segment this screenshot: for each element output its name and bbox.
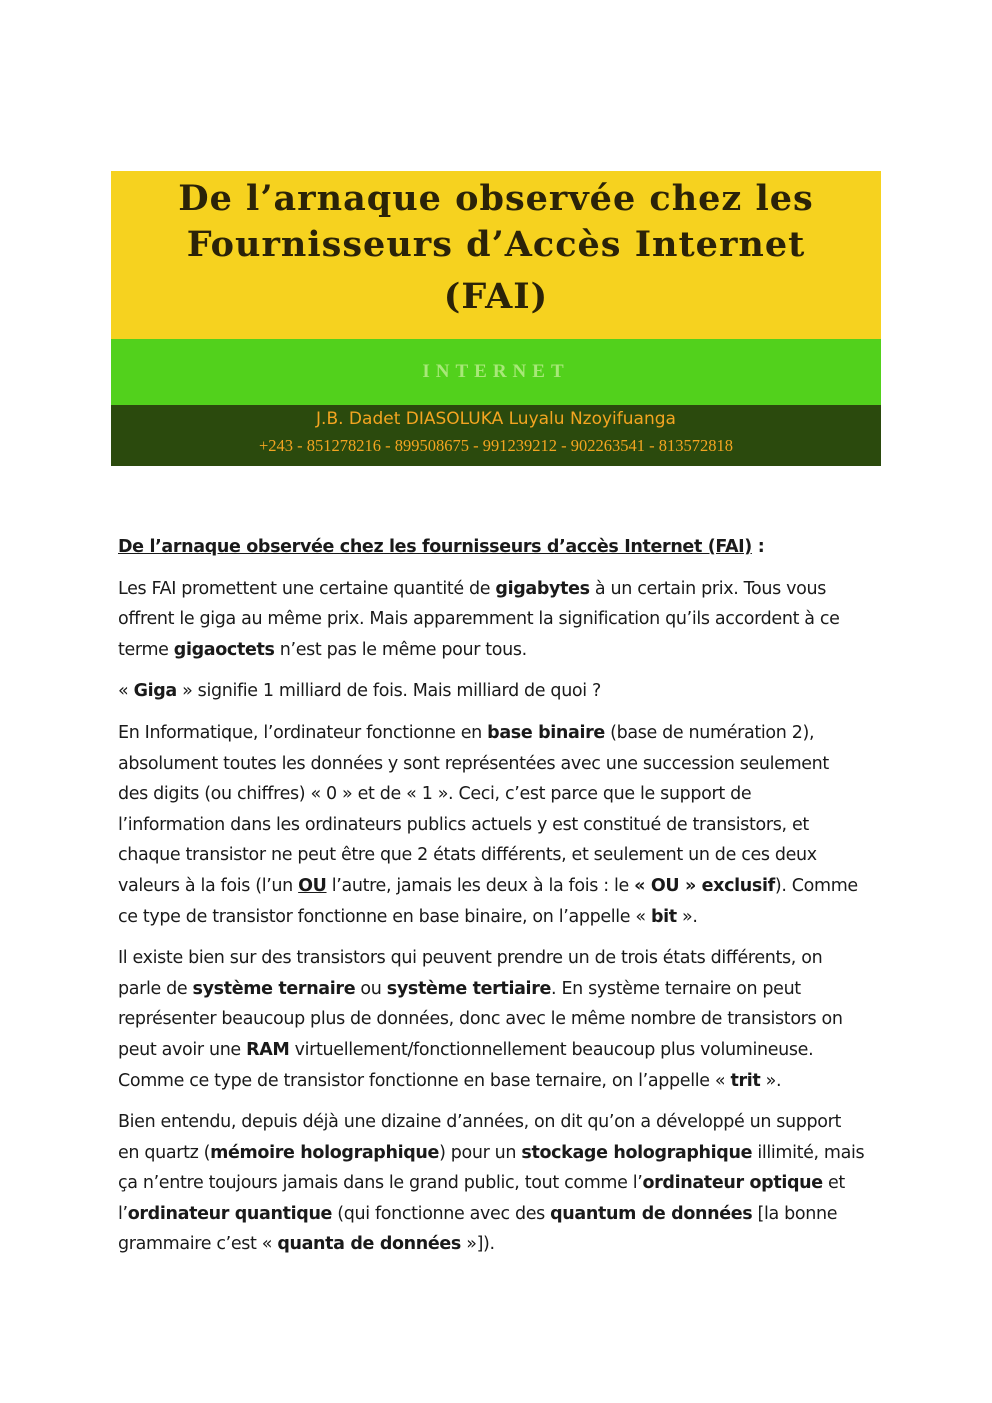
bold-term: quanta de données (277, 1234, 461, 1255)
banner-tag: INTERNET (422, 361, 570, 382)
paragraph-1 (118, 574, 878, 666)
paragraph-4-line-3: représenter beaucoup plus de données, donc avec le même nombre de transistors on (118, 1009, 843, 1030)
bold-term: quantum de données (550, 1203, 753, 1224)
text-run: valeurs à la fois (l’un (118, 875, 299, 896)
paragraph-4-line-2 (118, 974, 878, 1005)
text-run: ) pour un (439, 1142, 522, 1163)
banner-tag-strip (111, 339, 881, 405)
bold-term: RAM (246, 1039, 290, 1060)
text-run: ». (760, 1070, 782, 1091)
text-run: terme (118, 639, 174, 660)
paragraph-1-line-1 (118, 574, 878, 605)
text-run: parle de (118, 978, 193, 999)
text-run: « (118, 681, 134, 702)
paragraph-1-line-2: offrent le giga au même prix. Mais apparemment la signification qu’ils accordent à ce (118, 609, 840, 630)
text-run: ». (676, 906, 698, 927)
text-run: ce type de transistor fonctionne en base binaire, on l’appelle « (118, 906, 651, 927)
section-heading (118, 532, 878, 563)
bold-term: base binaire (487, 722, 605, 743)
paragraph-2 (118, 676, 878, 707)
text-run: . En système ternaire on peut (551, 978, 801, 999)
bold-term: bit (650, 906, 677, 927)
bold-term: Giga (133, 681, 177, 702)
text-run: Les FAI promettent une certaine quantité de (118, 578, 496, 599)
text-run: » signifie 1 milliard de fois. Mais milliard de quoi ? (176, 681, 601, 702)
bold-underlined-term: OU (298, 875, 327, 896)
text-run: Comme ce type de transistor fonctionne en base ternaire, on l’appelle « (118, 1070, 731, 1091)
paragraph-5-line-4 (118, 1199, 878, 1230)
text-run: grammaire c’est « (118, 1234, 278, 1255)
bold-term: mémoire holographique (210, 1142, 440, 1163)
banner-title-line-1: De l’arnaque observée chez les (178, 178, 814, 219)
banner-title-line-3: (FAI) (443, 276, 549, 317)
paragraph-5-line-2 (118, 1138, 878, 1169)
paragraph-3 (118, 718, 878, 932)
document-body (118, 532, 878, 1271)
text-run: ). Comme (774, 875, 858, 896)
author-phone-numbers: +243 - 851278216 - 899508675 - 991239212 - 902263541 - 813572818 (258, 436, 734, 455)
text-run: virtuellement/fonctionnellement beaucoup plus volumineuse. (289, 1039, 814, 1060)
text-run: peut avoir une (118, 1039, 247, 1060)
paragraph-2-line-1 (118, 676, 878, 707)
section-heading-text: De l’arnaque observée chez les fournisseurs d’accès Internet (FAI) (118, 537, 752, 557)
text-run: n’est pas le même pour tous. (274, 639, 527, 660)
text-run: En Informatique, l’ordinateur fonctionne en (118, 722, 488, 743)
paragraph-5-line-5 (118, 1229, 878, 1260)
paragraph-5-line-1: Bien entendu, depuis déjà une dizaine d’années, on dit qu’on a développé un support (118, 1112, 842, 1133)
text-run: l’autre, jamais les deux à la fois : le (326, 875, 635, 896)
text-run: [la bonne (752, 1203, 838, 1224)
bold-term: système ternaire (192, 978, 356, 999)
bold-term: ordinateur optique (642, 1173, 823, 1194)
text-run: (qui fonctionne avec des (332, 1203, 551, 1224)
paragraph-3-line-6 (118, 871, 878, 902)
paragraph-4-line-1: Il existe bien sur des transistors qui peuvent prendre un de trois états différents, on (118, 948, 823, 969)
banner-author-strip (111, 405, 881, 466)
bold-term: système tertiaire (386, 978, 552, 999)
section-heading-colon: : (751, 537, 765, 557)
title-banner (111, 171, 881, 466)
text-run: à un certain prix. Tous vous (589, 578, 826, 599)
bold-term: trit (730, 1070, 761, 1091)
banner-title-block (111, 171, 881, 339)
paragraph-4 (118, 943, 878, 1096)
banner-title-line-2: Fournisseurs d’Accès Internet (186, 224, 806, 265)
bold-term: stockage holographique (521, 1142, 753, 1163)
paragraph-4-line-5 (118, 1066, 878, 1097)
paragraph-3-line-4: l’information dans les ordinateurs publics actuels y est constitué de transistors, et (118, 814, 809, 835)
text-run: l’ (118, 1203, 128, 1224)
paragraph-3-line-3: des digits (ou chiffres) « 0 » et de « 1 ». Ceci, c’est parce que le support de (118, 784, 752, 805)
text-run: illimité, mais (752, 1142, 865, 1163)
paragraph-4-line-4 (118, 1035, 878, 1066)
paragraph-3-line-2: absolument toutes les données y sont représentées avec une succession seulement (118, 753, 829, 774)
text-run: »]). (461, 1234, 495, 1255)
text-run: en quartz ( (118, 1142, 211, 1163)
bold-term: gigabytes (495, 578, 590, 599)
text-run: ça n’entre toujours jamais dans le grand public, tout comme l’ (118, 1173, 643, 1194)
bold-term: gigaoctets (173, 639, 275, 660)
text-run: et (822, 1173, 845, 1194)
bold-term: ordinateur quantique (127, 1203, 333, 1224)
author-name: J.B. Dadet DIASOLUKA Luyalu Nzoyifuanga (316, 409, 676, 429)
paragraph-5 (118, 1107, 878, 1260)
text-run: (base de numération 2), (604, 722, 815, 743)
paragraph-3-line-7 (118, 902, 878, 933)
paragraph-3-line-5: chaque transistor ne peut être que 2 états différents, et seulement un de ces deux (118, 845, 817, 866)
paragraph-5-line-3 (118, 1168, 878, 1199)
paragraph-1-line-3 (118, 635, 878, 666)
bold-term: « OU » exclusif (634, 875, 775, 896)
paragraph-3-line-1 (118, 718, 878, 749)
text-run: ou (355, 978, 387, 999)
